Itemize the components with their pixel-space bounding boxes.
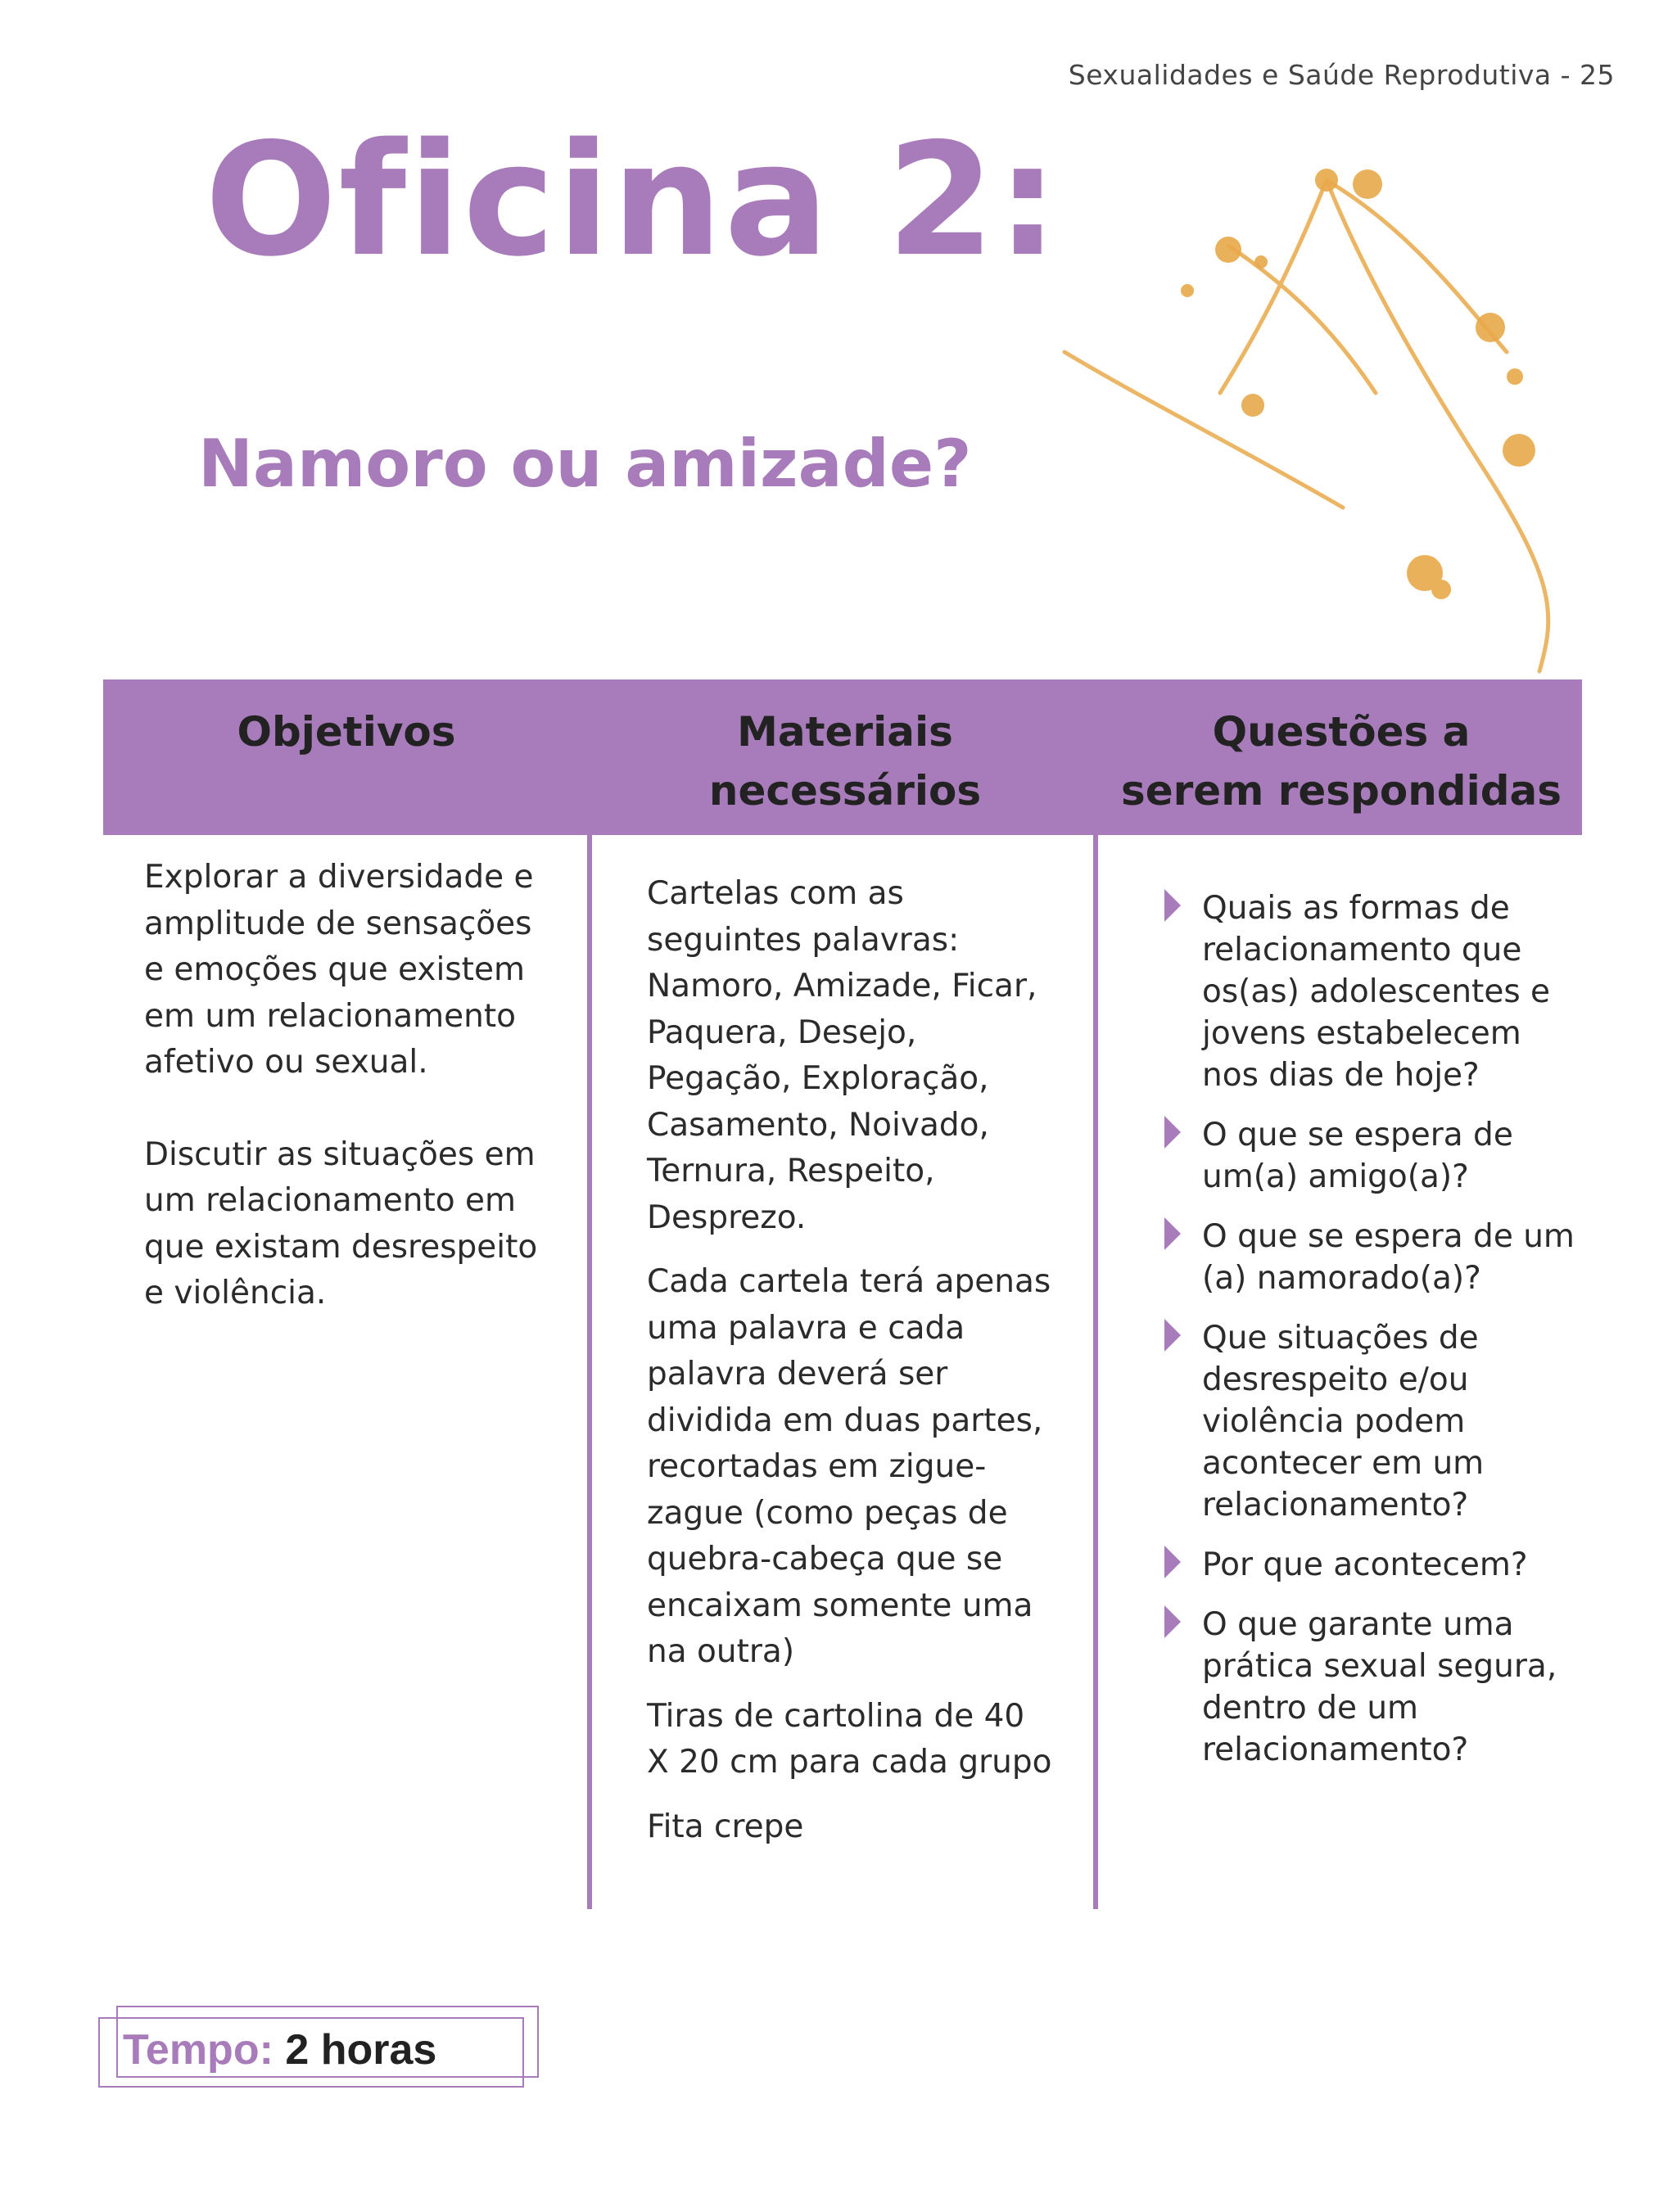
column-divider	[1093, 835, 1098, 1909]
materials-column	[647, 871, 1056, 1850]
question-text: Quais as formas de relacionamento que os(as) adolescentes e jovens estabelecem nos dias de hoje?	[1202, 890, 1551, 1094]
question-text: O que garante uma prática sexual segura, dentro de um relacionamento?	[1202, 1606, 1557, 1768]
triangle-bullet-icon	[1164, 1605, 1181, 1638]
objective-text: Explorar a diversidade e amplitude de sensações e emoções que existem em um relacionamento afetivo ou sexual.	[144, 859, 534, 1081]
header-questions-line2: serem respondidas	[1120, 767, 1562, 815]
material-text: Cartelas com as seguintes palavras: Namoro, Amizade, Ficar, Paquera, Desejo, Pegação, Exploração, Casamento, Noivado, Ternura, Respeito, Desprezo.	[647, 875, 1037, 1236]
question-text: Que situações de desrespeito e/ou violência podem acontecer em um relacionamento?	[1202, 1320, 1485, 1524]
time-info	[123, 2025, 436, 2074]
material-text: Fita crepe	[647, 1808, 804, 1845]
objectives-column	[144, 855, 545, 1317]
triangle-bullet-icon	[1164, 1217, 1181, 1250]
triangle-bullet-icon	[1164, 1116, 1181, 1149]
running-header: Sexualidades e Saúde Reprodutiva - 25	[1068, 59, 1615, 91]
floral-decoration	[983, 82, 1605, 704]
questions-column	[1196, 887, 1580, 1789]
question-item	[1196, 1216, 1580, 1299]
question-item	[1196, 1114, 1580, 1198]
question-item	[1196, 1544, 1580, 1586]
questions-list	[1196, 887, 1580, 1771]
header-materials: Materiais necessários	[708, 708, 982, 815]
question-item	[1196, 1317, 1580, 1526]
header-questions	[1101, 679, 1582, 835]
triangle-bullet-icon	[1164, 889, 1181, 922]
question-item	[1196, 887, 1580, 1096]
question-item	[1196, 1604, 1580, 1771]
material-text: Tiras de cartolina de 40 X 20 cm para cada grupo	[647, 1697, 1052, 1781]
column-divider	[587, 835, 592, 1909]
time-value: 2 horas	[285, 2026, 437, 2074]
table-header	[103, 679, 1582, 835]
workshop-subtitle: Namoro ou amizade?	[198, 426, 972, 502]
workshop-title: Oficina 2:	[205, 110, 1060, 291]
question-text: Por que acontecem?	[1202, 1546, 1528, 1583]
triangle-bullet-icon	[1164, 1319, 1181, 1352]
header-questions-line1: Questões a	[1212, 708, 1471, 756]
header-objectives: Objetivos	[237, 708, 456, 756]
question-text: O que se espera de um (a) namorado(a)?	[1202, 1218, 1575, 1297]
objective-text: Discutir as situações em um relacionamento em que existam desrespeito e violência.	[144, 1135, 538, 1311]
question-text: O que se espera de um(a) amigo(a)?	[1202, 1117, 1513, 1195]
triangle-bullet-icon	[1164, 1546, 1181, 1578]
material-text: Cada cartela terá apenas uma palavra e cada palavra deverá ser dividida em duas partes, recortadas em zigue-zague (como peças de quebra-cabeça que se encaixam somente uma na outra)	[647, 1263, 1051, 1670]
time-label: Tempo:	[123, 2026, 273, 2074]
